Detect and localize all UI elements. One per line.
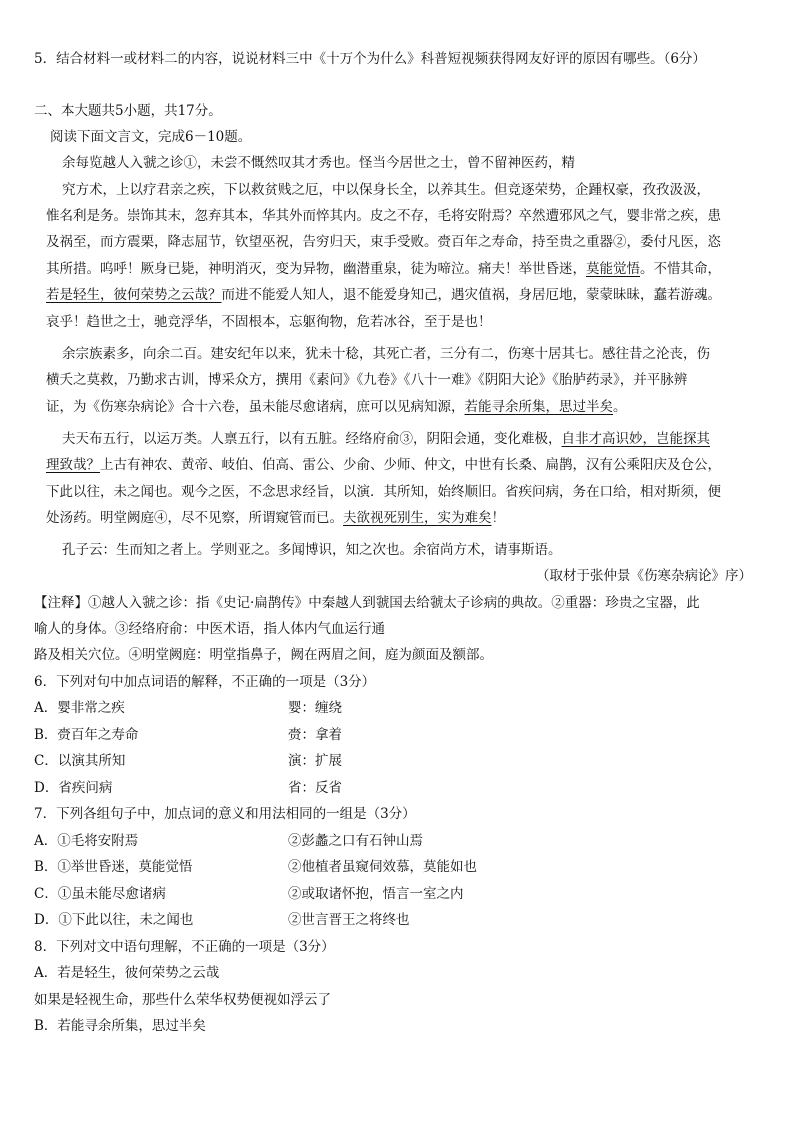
passage-line: [46, 398, 627, 416]
passage-text: 夫天布五行，以运万类。人禀五行，以有五脏。经络府俞③，阴阳会通，变化难极，: [62, 431, 562, 447]
q8-option-a-label: A．若是轻生，彼何荣势之云哉: [34, 965, 220, 981]
question-8-stem: 8．下列对文中语句理解，不正确的一项是（3分）: [34, 939, 335, 955]
passage-line: [62, 430, 710, 448]
passage-line: 下此以往，未之闻也。观今之医，不念思求经旨，以演．其所知，始终顺旧。省疾问病，务在口给，相对斯须，便: [46, 484, 721, 500]
q8-option-a-text: 如果是轻视生命，那些什么荣华权势便视如浮云了: [34, 992, 331, 1008]
passage-line: 横夭之莫救，乃勤求古训，博采众方，撰用《素问》《九卷》《八十一难》《阴阳大论》《胎胪药录》，并平脉辨: [46, 372, 688, 388]
passage-line: [46, 509, 505, 527]
passage-line: 孔子云：生而知之者上。学则亚之。多闻博识，知之次也。余宿尚方术，请事斯语。: [62, 542, 562, 558]
passage-line: [46, 456, 721, 474]
passage-text: 处汤药。明堂阙庭④，尽不见察，所谓窥管而已。: [46, 510, 343, 526]
q7-option-c-compare: ②或取诸怀抱，悟言一室之内: [288, 886, 464, 902]
q7-option-b: B．①举世昏迷，莫能觉悟: [34, 859, 193, 875]
passage-line: 余宗族素多，向余二百。建安纪年以来，犹未十稔，其死亡者，三分有二，伤寒十居其七。感往昔之沦丧，伤: [62, 346, 710, 362]
question-5: 5．结合材料一或材料二的内容，说说材料三中《十万个为什么》科普短视频获得网友好评的原因有哪些。（6分）: [34, 51, 706, 67]
source-citation: （取材于张仲景《伤寒杂病论》序）: [536, 568, 752, 584]
passage-text: 其所措。呜呼！厥身已毙，神明消灭，变为异物，幽潜重泉，徒为啼泣。痛夫！举世昏迷，: [46, 261, 586, 277]
q7-option-d-compare: ②世言晋王之将终也: [288, 912, 410, 928]
passage-line: 惟名利是务。崇饰其末，忽弃其本，华其外而悴其内。皮之不存，毛将安附焉？卒然遭邪风之气，婴非常之疾，患: [46, 208, 721, 224]
passage-text: 。: [613, 399, 627, 415]
q7-option-c: C．①虽未能尽愈诸病: [34, 886, 166, 902]
q6-option-b: B．赍百年之寿命: [34, 727, 139, 743]
underlined-sentence: 夫欲视死别生，实为难矣: [343, 510, 492, 526]
q6-option-c: C．以演其所知: [34, 753, 126, 769]
passage-text: 而进不能爱人知人，退不能爱身知己，遇灾值祸，身居厄地，蒙蒙昧昧，蠢若游魂。: [221, 287, 721, 303]
passage-text: 。不惜其命，: [640, 261, 721, 277]
underlined-sentence: 若能寻余所集，思过半矣: [464, 399, 613, 415]
underlined-sentence: 若是轻生，彼何荣势之云哉？: [46, 287, 222, 303]
section-instruction: 阅读下面文言文，完成6－10题。: [50, 129, 252, 145]
q7-option-a-compare: ②彭蠡之口有石钟山焉: [288, 833, 423, 849]
underlined-phrase: 莫能觉悟: [586, 261, 640, 277]
passage-line: 余每览越人入虢之诊①，未尝不慨然叹其才秀也。怪当今居世之士，曾不留神医药，精: [62, 155, 575, 171]
passage-line: 究方术，上以疗君亲之疾，下以救贫贱之厄，中以保身长全，以养其生。但竞逐荣势，企踵权豪，孜孜汲汲，: [62, 182, 710, 198]
section-heading: 二、本大题共5小题，共17分。: [34, 103, 222, 119]
passage-line: [46, 260, 721, 278]
q6-option-d: D．省疾问病: [34, 780, 113, 796]
q7-option-a: A．①毛将安附焉: [34, 833, 139, 849]
q6-option-a-explanation: 婴：缠绕: [288, 700, 342, 716]
notes-line: 路及相关穴位。④明堂阙庭：明堂指鼻子，阙在两眉之间，庭为颜面及额部。: [34, 647, 493, 663]
passage-line: 哀乎！趋世之士，驰竞浮华，不固根本，忘躯徇物，危若冰谷，至于是也！: [46, 314, 492, 330]
passage-line: [46, 286, 721, 304]
q6-option-d-explanation: 省：反省: [288, 780, 342, 796]
notes-line: 【注释】①越人入虢之诊：指《史记·扁鹊传》中秦越人到虢国去给虢太子诊病的典故。②重器：珍贵之宝器，此: [34, 595, 700, 611]
q6-option-a: A．婴非常之疾: [34, 700, 125, 716]
q6-option-b-explanation: 赍：拿着: [288, 727, 342, 743]
q6-option-c-explanation: 演：扩展: [288, 753, 342, 769]
question-7-stem: 7．下列各组句子中，加点词的意义和用法相同的一组是（3分）: [34, 806, 416, 822]
passage-text: ！: [491, 510, 505, 526]
underlined-sentence: 自非才高识妙，岂能探其: [561, 431, 710, 447]
passage-text: 证，为《伤寒杂病论》合十六卷，虽未能尽愈诸病，庶可以见病知源，: [46, 399, 465, 415]
notes-line: 喻人的身体。③经络府俞：中医术语，指人体内气血运行通: [34, 621, 385, 637]
passage-text: 上古有神农、黄帝、岐伯、伯高、雷公、少俞、少师、仲文，中世有长桑、扁鹊，汉有公乘阳庆及仓公，: [100, 457, 721, 473]
underlined-sentence: 理致哉？: [46, 457, 100, 473]
q7-option-b-compare: ②他植者虽窥伺效慕，莫能如也: [288, 859, 477, 875]
q8-option-b-label: B．若能寻余所集，思过半矣: [34, 1018, 206, 1034]
passage-line: 及祸至，而方震栗，降志屈节，钦望巫祝，告穷归天，束手受败。赍百年之寿命，持至贵之重器②，委付凡医，恣: [46, 234, 721, 250]
question-6-stem: 6．下列对句中加点词语的解释，不正确的一项是（3分）: [34, 674, 376, 690]
q7-option-d: D．①下此以往，未之闻也: [34, 912, 194, 928]
